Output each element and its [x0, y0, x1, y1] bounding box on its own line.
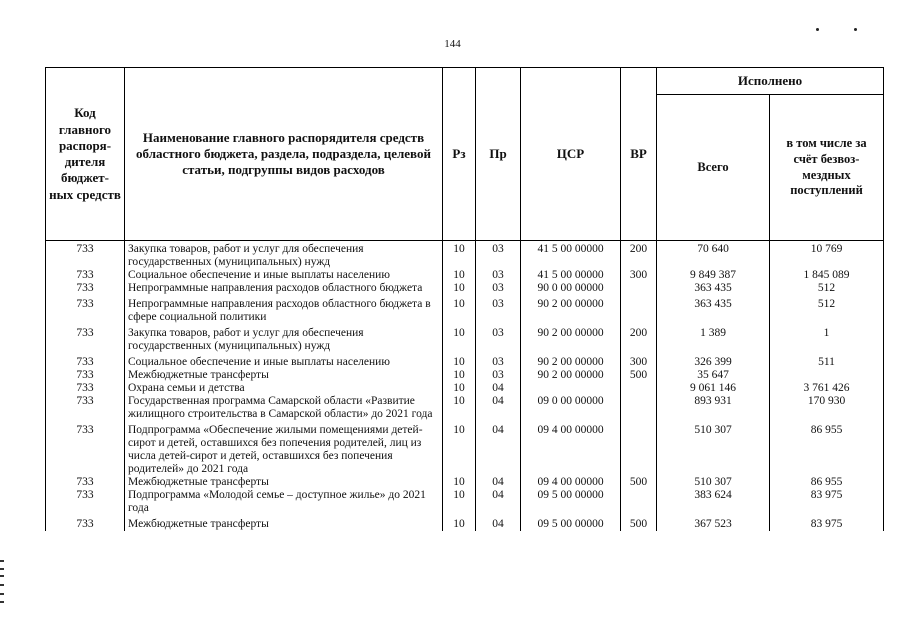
- header-pr: Пр: [476, 68, 521, 241]
- cell-vr: 200: [621, 324, 657, 353]
- header-executed: Исполнено: [657, 68, 884, 95]
- cell-rz: 10: [443, 353, 476, 369]
- cell-pr: 03: [476, 295, 521, 324]
- cell-rz: 10: [443, 476, 476, 489]
- cell-gratuitous: 10 769: [770, 243, 884, 269]
- cell-pr: 03: [476, 282, 521, 295]
- cell-name: Государственная программа Самарской области «Развитие жилищного строительства в Самарской области» до 2021 года: [125, 395, 443, 421]
- cell-name: Закупка товаров, работ и услуг для обеспечения государственных (муниципальных) нужд: [125, 243, 443, 269]
- cell-pr: 04: [476, 476, 521, 489]
- table-row: [46, 243, 884, 269]
- cell-vr: 500: [621, 369, 657, 382]
- budget-expenditure-table: [45, 67, 884, 531]
- header-code: Код главного распоря-дителя бюджет-ных средств: [46, 68, 125, 241]
- cell-name: Межбюджетные трансферты: [125, 476, 443, 489]
- cell-code: 733: [46, 295, 125, 324]
- cell-code: 733: [46, 282, 125, 295]
- cell-name: Охрана семьи и детства: [125, 382, 443, 395]
- cell-csr: 90 2 00 00000: [521, 295, 621, 324]
- cell-code: 733: [46, 324, 125, 353]
- cell-code: 733: [46, 382, 125, 395]
- cell-csr: 90 2 00 00000: [521, 353, 621, 369]
- cell-pr: 03: [476, 324, 521, 353]
- cell-total: 70 640: [657, 243, 770, 269]
- table-body: [46, 241, 884, 532]
- cell-csr: 90 2 00 00000: [521, 369, 621, 382]
- cell-pr: 03: [476, 369, 521, 382]
- cell-vr: 300: [621, 269, 657, 282]
- cell-gratuitous: 86 955: [770, 476, 884, 489]
- cell-name: Закупка товаров, работ и услуг для обеспечения государственных (муниципальных) нужд: [125, 324, 443, 353]
- cell-pr: 04: [476, 382, 521, 395]
- cell-gratuitous: 512: [770, 295, 884, 324]
- cell-code: 733: [46, 489, 125, 515]
- cell-vr: [621, 282, 657, 295]
- table-header: [46, 68, 884, 241]
- cell-rz: 10: [443, 382, 476, 395]
- cell-total: 510 307: [657, 421, 770, 476]
- table-row: [46, 295, 884, 324]
- cell-rz: 10: [443, 295, 476, 324]
- cell-total: 367 523: [657, 515, 770, 531]
- cell-gratuitous: 3 761 426: [770, 382, 884, 395]
- cell-vr: 200: [621, 243, 657, 269]
- cell-rz: 10: [443, 324, 476, 353]
- cell-name: Межбюджетные трансферты: [125, 369, 443, 382]
- cell-rz: 10: [443, 489, 476, 515]
- cell-gratuitous: 1: [770, 324, 884, 353]
- cell-total: 363 435: [657, 282, 770, 295]
- cell-code: 733: [46, 353, 125, 369]
- cell-total: 363 435: [657, 295, 770, 324]
- cell-rz: 10: [443, 243, 476, 269]
- cell-code: 733: [46, 395, 125, 421]
- cell-csr: 09 4 00 00000: [521, 421, 621, 476]
- cell-csr: 09 4 00 00000: [521, 476, 621, 489]
- cell-pr: 04: [476, 515, 521, 531]
- cell-pr: 04: [476, 421, 521, 476]
- cell-rz: 10: [443, 421, 476, 476]
- cell-name: Социальное обеспечение и иные выплаты населению: [125, 353, 443, 369]
- header-csr: ЦСР: [521, 68, 621, 241]
- header-gratuitous: в том числе за счёт безвоз-мездных поступлений: [770, 95, 884, 241]
- table-row: [46, 269, 884, 282]
- cell-total: 510 307: [657, 476, 770, 489]
- table-row: [46, 382, 884, 395]
- cell-name: Подпрограмма «Молодой семье – доступное жилье» до 2021 года: [125, 489, 443, 515]
- header-name: Наименование главного распорядителя средств областного бюджета, раздела, подраздела, целевой статьи, подгруппы видов расходов: [125, 68, 443, 241]
- cell-rz: 10: [443, 515, 476, 531]
- cell-vr: [621, 395, 657, 421]
- cell-vr: [621, 295, 657, 324]
- cell-rz: 10: [443, 369, 476, 382]
- scan-artifact-dots: [812, 28, 872, 38]
- table-row: [46, 324, 884, 353]
- cell-csr: 90 2 00 00000: [521, 324, 621, 353]
- cell-name: Подпрограмма «Обеспечение жилыми помещениями детей-сирот и детей, оставшихся без попечения родителей, лиц из числа детей-сирот и детей, оставшихся без попечения родителей» до 2021 года: [125, 421, 443, 476]
- cell-gratuitous: 83 975: [770, 489, 884, 515]
- cell-csr: [521, 382, 621, 395]
- cell-name: Межбюджетные трансферты: [125, 515, 443, 531]
- cell-code: 733: [46, 515, 125, 531]
- cell-pr: 04: [476, 489, 521, 515]
- cell-vr: 500: [621, 476, 657, 489]
- cell-vr: [621, 421, 657, 476]
- cell-code: 733: [46, 243, 125, 269]
- cell-vr: [621, 489, 657, 515]
- cell-vr: 300: [621, 353, 657, 369]
- header-rz: Рз: [443, 68, 476, 241]
- cell-code: 733: [46, 369, 125, 382]
- cell-total: 893 931: [657, 395, 770, 421]
- cell-csr: 41 5 00 00000: [521, 243, 621, 269]
- table-row: [46, 282, 884, 295]
- cell-code: 733: [46, 269, 125, 282]
- cell-total: 9 061 146: [657, 382, 770, 395]
- cell-total: 1 389: [657, 324, 770, 353]
- cell-csr: 09 0 00 00000: [521, 395, 621, 421]
- table-row: [46, 421, 884, 476]
- cell-gratuitous: 511: [770, 353, 884, 369]
- table-row: [46, 476, 884, 489]
- header-total: Всего: [657, 95, 770, 241]
- cell-pr: 03: [476, 353, 521, 369]
- cell-gratuitous: [770, 369, 884, 382]
- table-row: [46, 395, 884, 421]
- cell-csr: 09 5 00 00000: [521, 489, 621, 515]
- cell-pr: 03: [476, 243, 521, 269]
- table-row: [46, 515, 884, 531]
- cell-rz: 10: [443, 282, 476, 295]
- cell-vr: [621, 382, 657, 395]
- cell-total: 326 399: [657, 353, 770, 369]
- cell-csr: 90 0 00 00000: [521, 282, 621, 295]
- cell-total: 35 647: [657, 369, 770, 382]
- cell-gratuitous: 512: [770, 282, 884, 295]
- cell-name: Непрограммные направления расходов областного бюджета в сфере социальной политики: [125, 295, 443, 324]
- cell-vr: 500: [621, 515, 657, 531]
- cell-pr: 04: [476, 395, 521, 421]
- table-row: [46, 489, 884, 515]
- cell-gratuitous: 1 845 089: [770, 269, 884, 282]
- table-row: [46, 353, 884, 369]
- cell-pr: 03: [476, 269, 521, 282]
- header-vr: ВР: [621, 68, 657, 241]
- cell-csr: 09 5 00 00000: [521, 515, 621, 531]
- cell-gratuitous: 170 930: [770, 395, 884, 421]
- cell-rz: 10: [443, 269, 476, 282]
- cell-csr: 41 5 00 00000: [521, 269, 621, 282]
- cell-name: Социальное обеспечение и иные выплаты населению: [125, 269, 443, 282]
- table-row: [46, 369, 884, 382]
- cell-code: 733: [46, 421, 125, 476]
- cell-total: 383 624: [657, 489, 770, 515]
- cell-rz: 10: [443, 395, 476, 421]
- cell-gratuitous: 86 955: [770, 421, 884, 476]
- scan-edge-marks: [0, 560, 4, 610]
- page-number: 144: [444, 38, 461, 50]
- cell-gratuitous: 83 975: [770, 515, 884, 531]
- cell-code: 733: [46, 476, 125, 489]
- cell-name: Непрограммные направления расходов областного бюджета: [125, 282, 443, 295]
- cell-total: 9 849 387: [657, 269, 770, 282]
